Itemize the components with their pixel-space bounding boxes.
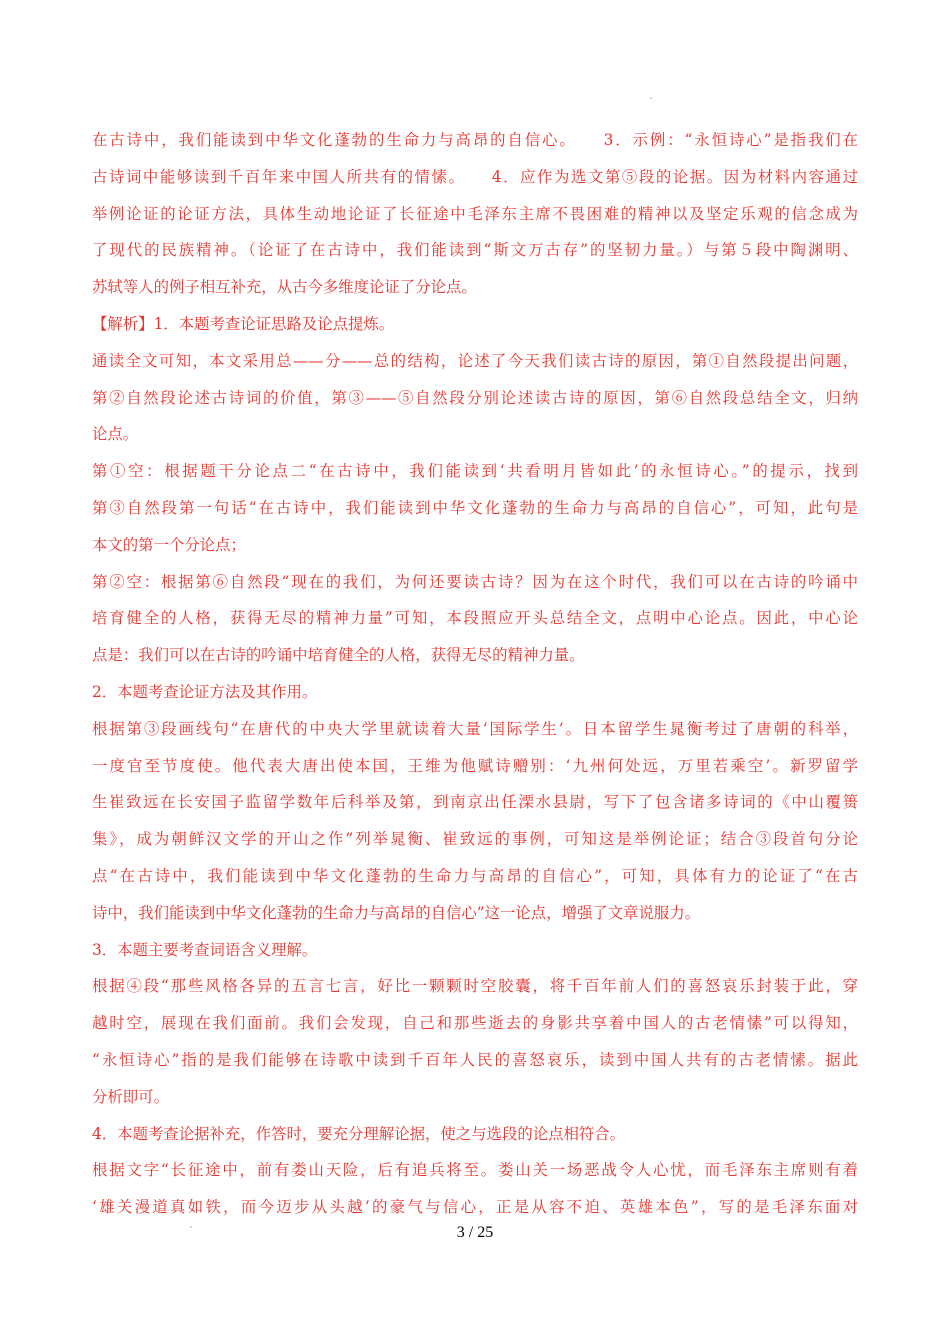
text-line: 举例论证的论证方法，具体生动地论证了长征途中毛泽东主席不畏困难的精神以及坚定乐观的信念成为	[92, 204, 858, 223]
text-line: 2．本题考查论证方法及其作用。	[92, 682, 318, 701]
answer-analysis-text	[92, 122, 858, 1226]
text-line: 本文的第一个分论点；	[92, 535, 246, 554]
text-line: 点是：我们可以在古诗的吟诵中培育健全的人格，获得无尽的精神力量。	[92, 646, 585, 665]
text-line: 苏轼等人的例子相互补充，从古今多维度论证了分论点。	[92, 278, 477, 297]
text-line: 越时空，展现在我们面前。我们会发现，自己和那些逝去的身影共享着中国人的古老情愫”可以得知，	[92, 1014, 858, 1033]
page-number: 3 / 25	[456, 1224, 494, 1241]
text-line: “永恒诗心”指的是我们能够在诗歌中读到千百年人民的喜怒哀乐，读到中国人共有的古老情愫。据此	[92, 1050, 858, 1069]
text-line: 第②自然段论述古诗词的价值，第③——⑤自然段分别论述读古诗的原因，第⑥自然段总结全文，归纳	[92, 388, 858, 407]
text-line: 诗中，我们能读到中华文化蓬勃的生命力与高昂的自信心”这一论点，增强了文章说服力。	[92, 903, 701, 922]
text-line: 集》，成为朝鲜汉文学的开山之作”列举晁衡、崔致远的事例，可知这是举例论证；结合③段首句分论	[92, 830, 858, 849]
text-line: 根据④段“那些风格各异的五言七言，好比一颗颗时空胶囊，将千百年前人们的喜怒哀乐封装于此，穿	[92, 977, 858, 996]
text-line: 了现代的民族精神。（论证了在古诗中，我们能读到“斯文万古存”的坚韧力量。）与第５段中陶渊明、	[92, 241, 858, 260]
text-line: 第①空：根据题干分论点二“在古诗中，我们能读到‘共看明月皆如此’的永恒诗心。”的提示，找到	[92, 462, 858, 481]
text-line: 生崔致远在长安国子监留学数年后科举及第，到南京出任溧水县尉，写下了包含诸多诗词的《中山覆篑	[92, 793, 858, 812]
text-line: 根据文字“长征途中，前有娄山天险，后有追兵将至。娄山关一场恶战令人心忧，而毛泽东主席则有着	[92, 1161, 858, 1180]
scan-speck	[650, 97, 652, 99]
text-line: 根据第③段画线句“在唐代的中央大学里就读着大量‘国际学生’。日本留学生晁衡考过了唐朝的科举，	[92, 719, 858, 738]
text-line: 第③自然段第一句话“在古诗中，我们能读到中华文化蓬勃的生命力与高昂的自信心”，可知，此句是	[92, 498, 858, 517]
text-line: 通读全文可知，本文采用总——分——总的结构，论述了今天我们读古诗的原因，第①自然段提出问题，	[92, 351, 858, 370]
text-line: 古诗词中能够读到千百年来中国人所共有的情愫。 4．应作为选文第⑤段的论据。因为材料内容通过	[92, 167, 858, 186]
text-line: 分析即可。	[92, 1087, 169, 1106]
text-line: 【解析】1．本题考查论证思路及论点提炼。	[92, 314, 395, 333]
text-line: 论点。	[92, 425, 139, 444]
text-line: 一度官至节度使。他代表大唐出使本国，王维为他赋诗赠别：‘九州何处远，万里若乘空’。新罗留学	[92, 756, 858, 775]
text-line: 培育健全的人格，获得无尽的精神力量”可知，本段照应开头总结全文，点明中心论点。因此，中心论	[92, 609, 858, 628]
text-line: 4．本题考查论据补充，作答时，要充分理解论据，使之与选段的论点相符合。	[92, 1124, 626, 1143]
text-line: 点“在古诗中，我们能读到中华文化蓬勃的生命力与高昂的自信心”，可知，具体有力的论证了“在古	[92, 866, 858, 885]
text-line: ‘雄关漫道真如铁，而今迈步从头越’的豪气与信心，正是从容不迫、英雄本色”，写的是毛泽东面对	[92, 1198, 858, 1217]
text-line: 第②空：根据第⑥自然段“现在的我们，为何还要读古诗？因为在这个时代，我们可以在古诗的吟诵中	[92, 572, 858, 591]
text-line: 在古诗中，我们能读到中华文化蓬勃的生命力与高昂的自信心。 3．示例：“永恒诗心”是指我们在	[92, 131, 858, 149]
text-line: 3．本题主要考查词语含义理解。	[92, 940, 318, 959]
